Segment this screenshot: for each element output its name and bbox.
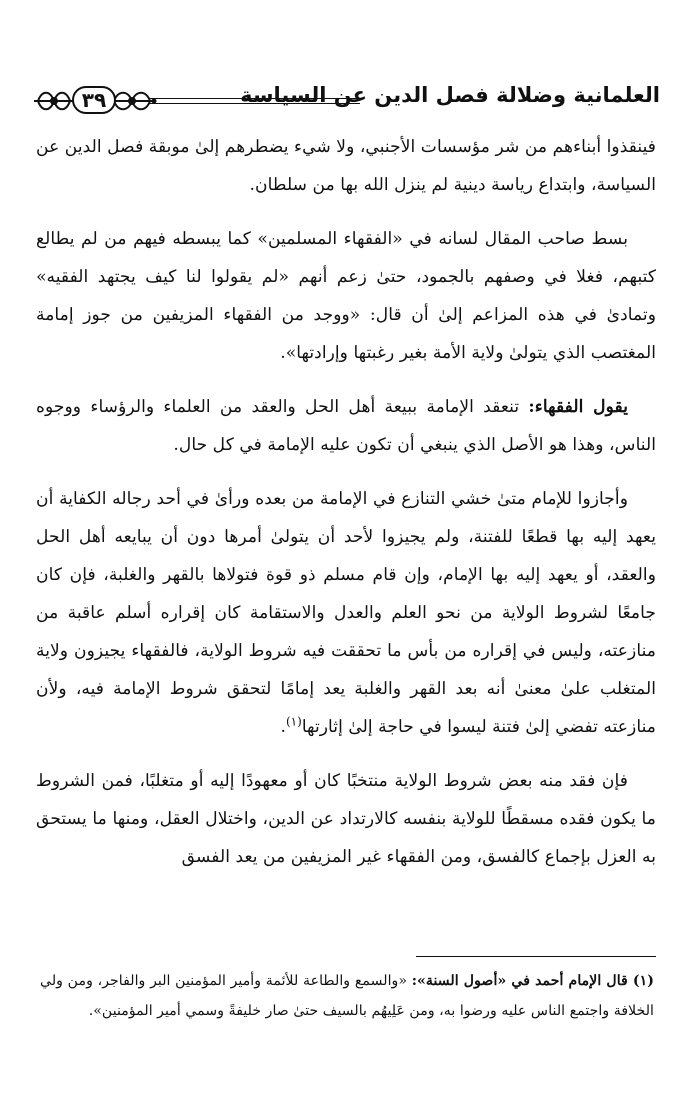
header-rule — [148, 96, 360, 106]
paragraph-text: فينقذوا أبناءهم من شر مؤسسات الأجنبي، ولا شيء يضطرهم إلىٰ موبقة فصل الدين عن السياسة، وابتداع رياسة دينية لم ينزل الله بها من سلطان. — [35, 137, 656, 195]
footnote — [40, 966, 654, 1026]
paragraph — [36, 220, 656, 372]
footnote-reference[interactable]: (١) — [285, 714, 302, 729]
paragraph — [36, 480, 656, 746]
paragraph-text: وأجازوا للإمام متىٰ خشي التنازع في الإمامة من بعده ورأىٰ في أحد رجاله الكفاية أن يعهد إليه بها قطعًا للفتنة، ولم يجيزوا لأحد أن يتولىٰ أمرها دون أن يبايعه أهل الحل والعقد، أو يعهد إليه بها الإمام، وإن قام مسلم ذو قوة فتولاها بالقهر والغلبة، فإن كان جامعًا لشروط الولاية من نحو العلم والعدل والاستقامة كان إقراره أسلم عاقبة من منازعته، وليس في إقراره من بأس ما تحققت فيه شروط الولاية، فالفقهاء يجيزون ولاية المتغلب علىٰ معنىٰ أنه بعد القهر والغلبة يعد إمامًا لتحقق شروط الإمامة فيه، ولأن منازعته تفضي إلىٰ فتنة ليسوا في حاجة إلىٰ إثارتها — [36, 489, 656, 737]
paragraph — [36, 762, 656, 876]
paragraph-text: تنعقد الإمامة ببيعة أهل الحل والعقد من العلماء والرؤساء ووجوه الناس، وهذا هو الأصل الذي ينبغي أن تكون عليه الإمامة في كل حال. — [36, 397, 656, 455]
paragraph-tail: . — [280, 717, 286, 737]
paragraph-lead: يقول الفقهاء: — [528, 397, 628, 417]
main-text — [36, 128, 656, 892]
running-title: العلمانية وضلالة فصل الدين عن السياسة — [240, 83, 660, 107]
footnote-divider — [416, 956, 656, 957]
page-number: ٣٩ — [72, 86, 116, 114]
footnote-label: (١) قال الإمام أحمد في «أصول السنة»: — [411, 973, 654, 989]
paragraph-text: فإن فقد منه بعض شروط الولاية منتخبًا كان أو معهودًا إليه أو متغلبًا، فمن الشروط ما يكون فقده مسقطًا للولاية بنفسه كالارتداد عن الدين، واختلال العقل، ومنها ما يستحق به العزل بإجماع كالفسق، ومن الفقهاء غير المزيفين من يعد الفسق — [36, 771, 656, 867]
page-header — [30, 72, 660, 120]
paragraph-text: بسط صاحب المقال لسانه في «الفقهاء المسلمين» كما يبسطه فيهم من لم يطالع كتبهم، فغلا في وصفهم بالجمود، حتىٰ زعم أنهم «لم يقولوا لنا كيف يجتهد الفقيه» وتمادىٰ في هذه المزاعم إلىٰ أن قال: «ووجد من الفقهاء المزيفين من جوز إمامة المغتصب الذي يتولىٰ ولاية الأمة بغير رغبتها وإرادتها». — [36, 229, 656, 363]
ornament-left-icon — [30, 84, 78, 118]
paragraph — [36, 128, 656, 204]
paragraph — [36, 388, 656, 464]
footnote-text: «والسمع والطاعة للأئمة وأمير المؤمنين البر والفاجر، ومن ولي الخلافة واجتمع الناس عليه ورضوا به، ومن عَلِيهُم بالسيف حتىٰ صار خليفةً وسمي أمير المؤمنين». — [40, 973, 654, 1019]
